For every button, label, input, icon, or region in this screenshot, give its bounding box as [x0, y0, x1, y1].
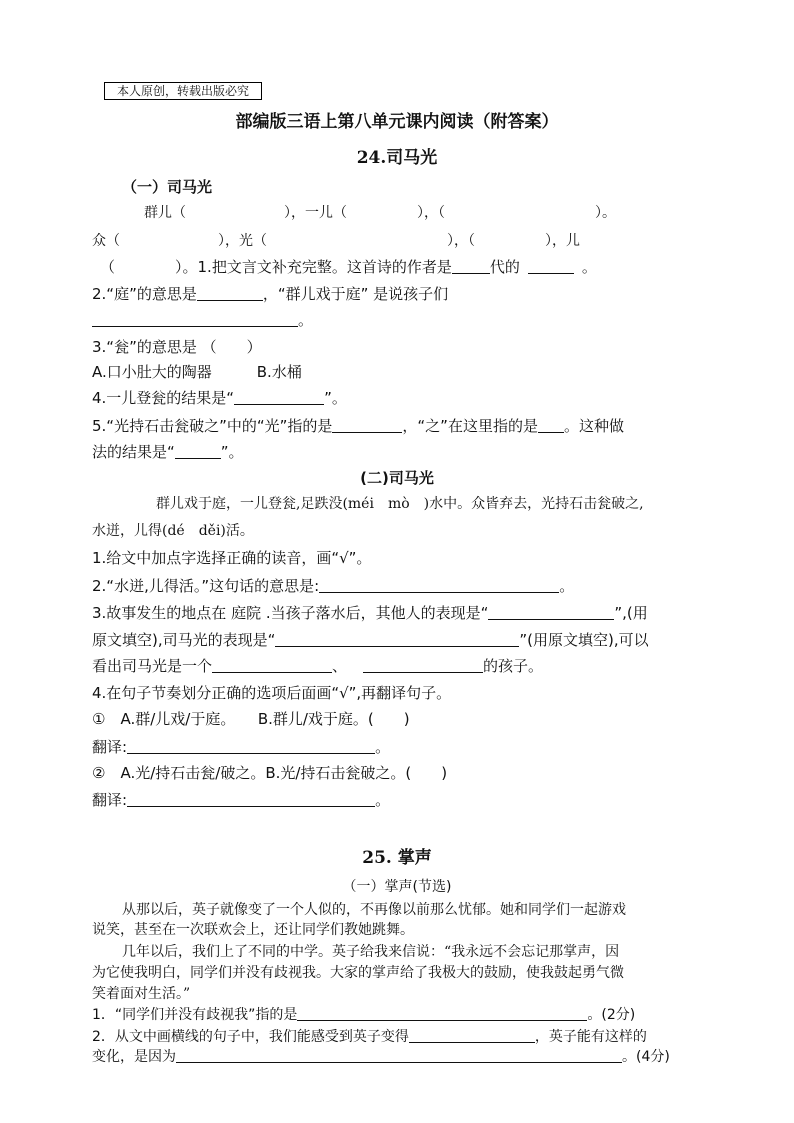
p2-question-3 [92, 603, 648, 623]
text: 代的 [489, 258, 520, 276]
blank[interactable] [528, 257, 574, 274]
text: ），一儿（ [284, 205, 347, 221]
document-title: 部编版三语上第八单元课内阅读（附答案） [235, 112, 559, 132]
l25-passage-2: 说笑，甚至在一次联欢会上，还让同学们教她跳舞。 [92, 922, 414, 938]
lesson25-heading: （一）掌声(节选) [342, 879, 452, 895]
blank[interactable] [234, 388, 324, 405]
text: ），光（ [218, 233, 267, 249]
text: ，“群儿戏于庭” 是说孩子们 [262, 285, 449, 303]
blank[interactable] [363, 656, 483, 673]
text: 1．“同学们并没有歧视我”指的是 [92, 1007, 298, 1023]
blank[interactable] [409, 1026, 535, 1043]
text: 法的结果是“ [92, 443, 175, 461]
blank[interactable] [92, 310, 298, 327]
passage-line-2: 水迸，儿得(dé děi)活。 [92, 523, 254, 539]
blank[interactable] [175, 442, 221, 459]
text: 。 [559, 577, 575, 595]
lesson24-title: 24.司马光 [356, 148, 438, 168]
text: ，英子能有这样的 [534, 1029, 647, 1045]
l25-question-1 [92, 1004, 635, 1025]
text: ”。 [220, 443, 244, 461]
part2-heading: (二)司马光 [360, 469, 434, 487]
blank[interactable] [212, 656, 332, 673]
text: ），儿 [545, 233, 580, 249]
text: ”(用原文填空),可以 [519, 631, 649, 649]
text: ”。 [324, 389, 347, 407]
blank[interactable] [275, 630, 519, 647]
text: 群儿（ [144, 205, 186, 221]
p2-question-2 [92, 576, 574, 596]
question-3: 3.“瓮”的意思是 （ ） [92, 338, 262, 356]
text: 2.“庭”的意思是 [92, 285, 197, 303]
copyright-notice: 本人原创，转载出版必究 [104, 82, 262, 100]
text: 3.故事发生的地点在 庭院 .当孩子落水后，其他人的表现是“ [92, 604, 489, 622]
text: 5.“光持石击瓮破之”中的“光”指的是 [92, 417, 333, 435]
l25-question-2-cont [92, 1046, 670, 1067]
question-2-cont [92, 310, 313, 330]
text: 。(4分) [622, 1049, 670, 1065]
blank[interactable] [488, 603, 614, 620]
fill-line-2 [92, 231, 580, 251]
text: ），（ [447, 233, 475, 249]
text: ”,(用 [614, 604, 648, 622]
p2-question-4: 4.在句子节奏划分正确的选项后面画“√”,再翻译句子。 [92, 684, 452, 702]
text: ，“之”在这里指的是 [402, 417, 538, 435]
text: （ [100, 258, 116, 276]
blank[interactable] [127, 790, 375, 807]
text: 2．从文中画横线的句子中，我们能感受到英子变得 [92, 1029, 409, 1045]
text: ）。1.把文言文补充完整。这首诗的作者是 [175, 258, 452, 276]
p2-question-1: 1.给文中加点字选择正确的读音，画“√”。 [92, 549, 372, 567]
text: 。 [375, 791, 391, 809]
l25-passage-5: 笑着面对生活。” [92, 986, 191, 1002]
passage-line-1: 群儿戏于庭，一儿登瓮,足跌没(méi mò )水中。众皆弃去，光持石击瓮破之, [156, 496, 644, 512]
text: 。 [375, 738, 391, 756]
question-3-options: A.口小肚大的陶器 B.水桶 [92, 363, 302, 381]
text: 看出司马光是一个 [92, 657, 213, 675]
text: ）。 [595, 205, 616, 221]
l25-passage-3: 几年以后，我们上了不同的中学。英子给我来信说：“我永远不会忘记那掌声，因 [122, 944, 620, 960]
question-5-cont [92, 442, 244, 462]
blank[interactable] [538, 416, 564, 433]
text: 变化，是因为 [92, 1049, 176, 1065]
text: 翻译: [92, 791, 128, 809]
part1-heading: （一）司马光 [122, 178, 213, 196]
fill-line-3 [100, 257, 597, 277]
blank[interactable] [176, 1046, 622, 1063]
text: 的孩子。 [483, 657, 544, 675]
l25-passage-4: 为它使我明白，同学们并没有歧视我。大家的掌声给了我极大的鼓励，使我鼓起勇气微 [92, 965, 624, 981]
question-4 [92, 388, 347, 408]
blank[interactable] [319, 576, 559, 593]
text: 。 [298, 311, 314, 329]
text: 4.一儿登瓮的结果是“ [92, 389, 235, 407]
blank[interactable] [332, 416, 402, 433]
text: 、 [332, 657, 348, 675]
text: 。(2分) [587, 1007, 636, 1023]
translation-1 [92, 737, 390, 757]
question-5 [92, 416, 624, 436]
option-1: ① A.群/儿戏/于庭。 B.群儿/戏于庭。( ) [92, 710, 410, 728]
p2-question-3-cont2 [92, 656, 543, 676]
text: 2.“水迸,儿得活。”这句话的意思是: [92, 577, 320, 595]
fill-line-1 [144, 203, 616, 223]
text: ），（ [417, 205, 445, 221]
lesson25-title: 25. 掌声 [362, 848, 432, 868]
text: 原文填空),司马光的表现是“ [92, 631, 276, 649]
translation-2 [92, 790, 390, 810]
l25-passage-1: 从那以后，英子就像变了一个人似的，不再像以前那么忧郁。她和同学们一起游戏 [122, 902, 626, 918]
text: 翻译: [92, 738, 128, 756]
option-2: ② A.光/持石击瓮/破之。B.光/持石击瓮破之。( ) [92, 764, 448, 782]
text: 。这种做 [563, 417, 624, 435]
blank[interactable] [297, 1004, 587, 1021]
blank[interactable] [127, 737, 375, 754]
blank[interactable] [197, 284, 263, 301]
question-2 [92, 284, 448, 304]
p2-question-3-cont [92, 630, 649, 650]
blank[interactable] [452, 257, 490, 274]
l25-question-2 [92, 1026, 647, 1047]
text: 。 [581, 258, 597, 276]
text: 众（ [92, 233, 120, 249]
